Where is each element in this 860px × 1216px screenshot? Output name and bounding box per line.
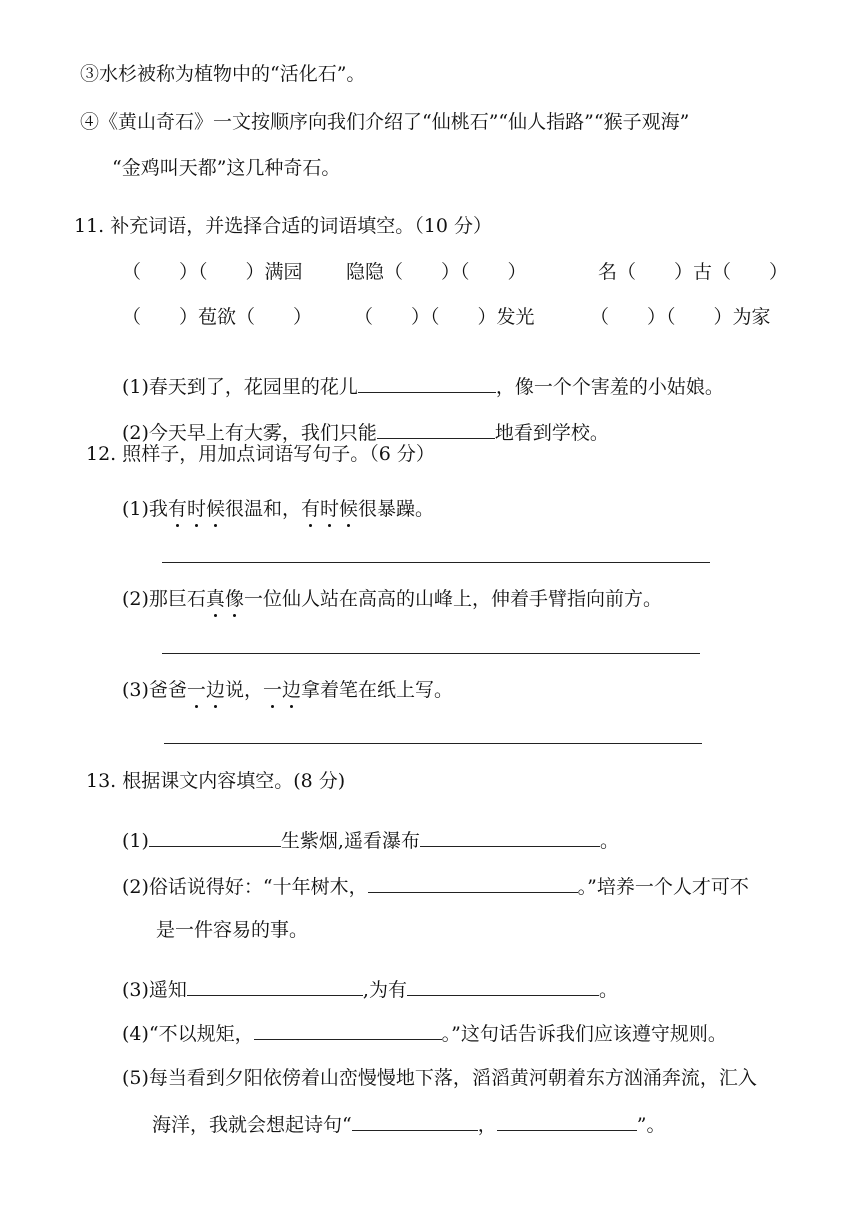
item-3: ③水杉被称为植物中的“活化石”。	[80, 63, 366, 85]
p3-text: ,为有	[362, 979, 407, 1001]
q13-p1-blank-2[interactable]	[420, 828, 600, 847]
q11-s1-blank[interactable]	[358, 374, 496, 393]
e3-text: 说，	[224, 679, 263, 701]
q11-s2-text-b: 地看到学校。	[494, 422, 609, 444]
q11-sentence-2	[122, 396, 609, 445]
q11-word-2: 隐隐（ ）（ ）	[346, 261, 527, 283]
e3-dotted-char: 一	[186, 679, 206, 701]
e3-dotted-char: 一	[262, 679, 282, 701]
q13-title: 13. 根据课文内容填空。(8 分)	[86, 770, 346, 792]
q12-answer-line-1[interactable]	[162, 562, 710, 563]
q11-word-5: （ ）（ ）发光	[354, 306, 535, 328]
item-4-line2: “金鸡叫天都”这几种奇石。	[112, 157, 341, 179]
q13-p5-blank-1[interactable]	[352, 1112, 478, 1131]
p5-text: 海洋，我就会想起诗句“	[152, 1114, 352, 1136]
p5-text: ，	[477, 1114, 497, 1136]
q13-p5-blank-2[interactable]	[497, 1112, 637, 1131]
e1-dotted-char: 候	[205, 498, 225, 520]
q12-example-2	[122, 587, 662, 611]
e1-dotted-char: 有	[167, 498, 187, 520]
p2-text: 。”培养一个人才可不	[577, 876, 749, 898]
q11-word-1: （ ）（ ）满园	[122, 261, 303, 283]
q13-item-1	[122, 828, 619, 853]
q12-answer-line-2[interactable]	[162, 653, 700, 654]
q11-s2-blank[interactable]	[377, 420, 495, 439]
e1-text: (1)我	[122, 498, 168, 520]
e1-dotted-char: 时	[186, 498, 206, 520]
e1-text: 很温和，	[224, 498, 301, 520]
q11-s1-text-a: (1)春天到了，花园里的花儿	[122, 376, 358, 398]
p1-text: (1)	[122, 830, 149, 852]
p1-text: 。	[599, 830, 619, 852]
q13-p3-blank-1[interactable]	[187, 977, 363, 996]
q11-s1-text-b: ，像一个个害羞的小姑娘。	[495, 376, 724, 398]
q13-item-5-line2	[152, 1112, 665, 1137]
q13-item-2-cont: 是一件容易的事。	[156, 919, 309, 941]
q11-word-6: （ ）（ ）为家	[590, 306, 771, 328]
q12-title: 12. 照样子，用加点词语写句子。（6 分）	[86, 443, 435, 465]
p1-text: 生紫烟,遥看瀑布	[280, 830, 420, 852]
q13-item-5-line1: (5)每当看到夕阳依傍着山峦慢慢地下落，滔滔黄河朝着东方汹涌奔流，汇入	[122, 1067, 757, 1089]
q13-item-3	[122, 977, 618, 1002]
item-4-line1: ④《黄山奇石》一文按顺序向我们介绍了“仙桃石”“仙人指路”“猴子观海”	[80, 111, 690, 133]
e3-dotted-char: 边	[281, 679, 301, 701]
e3-text: (3)爸爸	[122, 679, 187, 701]
p3-text: (3)遥知	[122, 979, 187, 1001]
q13-p4-blank[interactable]	[254, 1021, 442, 1040]
q11-title: 11. 补充词语，并选择合适的词语填空。（10 分）	[74, 215, 492, 237]
q13-p2-blank[interactable]	[368, 874, 578, 893]
p4-text: 。”这句话告诉我们应该遵守规则。	[441, 1023, 727, 1045]
p2-text: (2)俗话说得好：“十年树木，	[122, 876, 368, 898]
q13-item-2	[122, 874, 749, 899]
p4-text: (4)“不以规矩，	[122, 1023, 254, 1045]
e2-dotted-char: 像	[224, 588, 244, 610]
q11-sentence-1	[122, 350, 724, 399]
q11-word-3: 名（ ）古（ ）	[598, 261, 789, 283]
q12-answer-line-3[interactable]	[164, 743, 702, 744]
e2-text: (2)那巨石	[122, 588, 206, 610]
e1-dotted-char: 有	[300, 498, 320, 520]
q11-s2-text-a: (2)今天早上有大雾，我们只能	[122, 422, 377, 444]
q13-p1-blank-1[interactable]	[149, 828, 281, 847]
e1-text: 很暴躁。	[358, 498, 435, 520]
q11-word-4: （ ）苞欲（ ）	[122, 306, 313, 328]
e3-text: 拿着笔在纸上写。	[301, 679, 454, 701]
q12-example-1	[122, 497, 434, 521]
e3-dotted-char: 边	[205, 679, 225, 701]
p3-text: 。	[598, 979, 618, 1001]
e1-dotted-char: 候	[339, 498, 359, 520]
e2-text: 一位仙人站在高高的山峰上，伸着手臂指向前方。	[243, 588, 662, 610]
q13-item-4	[122, 1021, 727, 1046]
p5-text: ”。	[636, 1114, 666, 1136]
q12-example-3	[122, 678, 453, 702]
q13-p3-blank-2[interactable]	[407, 977, 599, 996]
e1-dotted-char: 时	[320, 498, 340, 520]
e2-dotted-char: 真	[205, 588, 225, 610]
